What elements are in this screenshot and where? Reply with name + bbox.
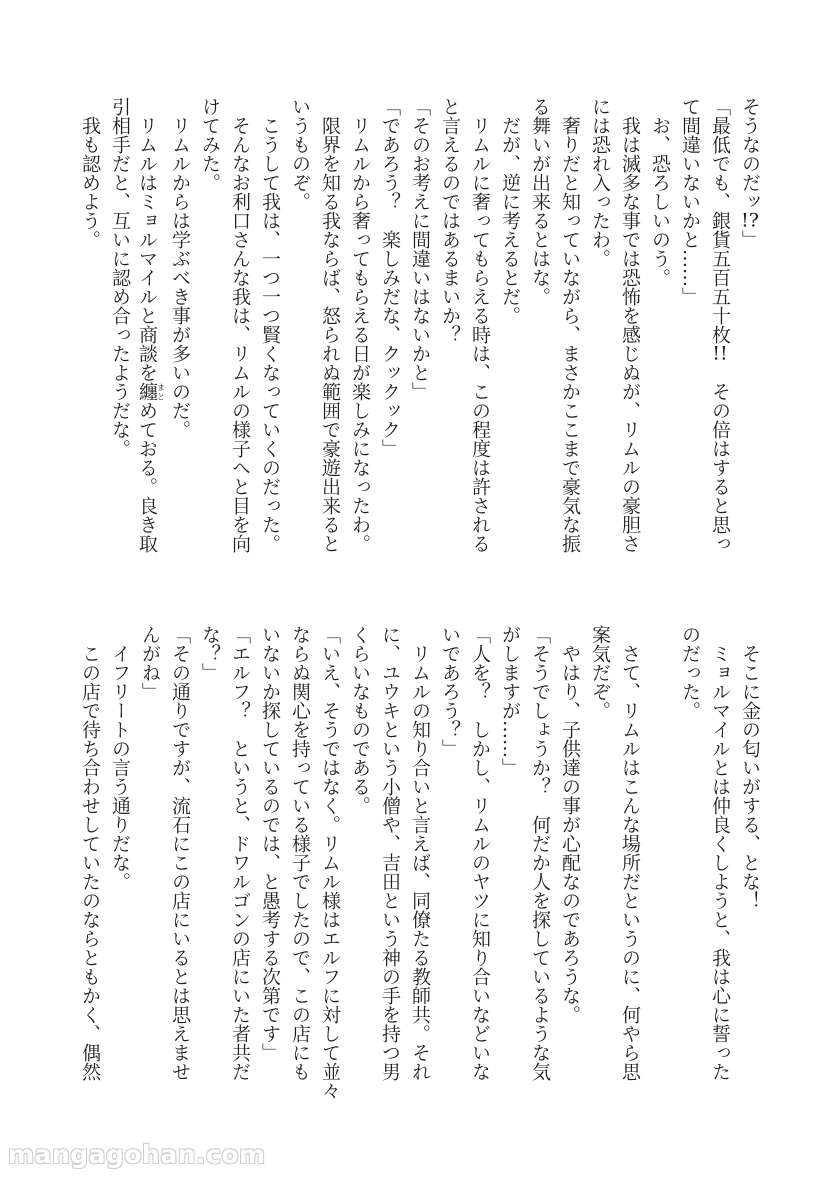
text-column: けてみた。: [199, 97, 221, 192]
text-column: 「エルフ？ というと、ドワルゴンの店にいた者共だ: [229, 625, 251, 1081]
text-column-with-ruby: [135, 97, 165, 567]
text-column: 案気だぞ。: [589, 625, 611, 720]
text-column: 「であろう？ 楽しみだな、クックック」: [379, 97, 401, 458]
text-column: そんなお利口さんな我は、リムルの様子へと目を向: [229, 116, 251, 553]
top-text-block: [75, 97, 765, 567]
ruby-base: 纏: [136, 382, 158, 401]
text-column: 引相手だと、互いに認め合ったようだな。: [109, 97, 131, 458]
text-segment: リムルはミョルマイルと商談を: [136, 116, 158, 382]
text-column: に、ユウキという小僧や、吉田という神の手を持つ男: [379, 625, 401, 1081]
text-column: いうものぞ。: [289, 97, 311, 211]
text-column: 「そのお考えに間違いはないかと」: [409, 97, 431, 401]
text-column: る舞いが出来るとはな。: [529, 97, 551, 306]
text-column: そうなのだッ!?」: [739, 97, 761, 249]
bottom-text-block: [75, 625, 765, 1100]
text-column: んがね」: [139, 625, 161, 701]
text-column: がしますが……」: [499, 625, 521, 777]
text-column: お、恐ろしいのう。: [649, 116, 671, 287]
text-column: そこに金の匂いがする、とな！: [739, 644, 761, 910]
text-column: 限界を知る我ならば、怒られぬ範囲で豪遊出来ると: [319, 116, 341, 553]
watermark: mangagohan.com: [8, 1140, 266, 1169]
text-column: ならぬ関心を持っている様子でしたので、この店にも: [289, 625, 311, 1081]
text-column: 奢りだと知っていながら、まさかここまで豪気な振: [559, 116, 581, 553]
text-column: リムルからは学ぶべき事が多いのだ。: [169, 116, 191, 439]
text-column: リムルに奢ってもらえる時は、この程度は許される: [469, 116, 491, 553]
text-column: ミョルマイルとは仲良くしようと、我は心に誓った: [709, 644, 731, 1081]
text-column: のだった。: [679, 625, 701, 720]
text-column: いないか探しているのでは、と愚考する次第です」: [259, 625, 281, 1062]
text-column: 我は滅多な事では恐怖を感じぬが、リムルの豪胆さ: [619, 116, 641, 553]
text-column: 「最低でも、銀貨五百五十枚!! その倍はすると思っ: [709, 97, 731, 553]
text-column: と言えるのではあるまいか？: [439, 97, 461, 344]
text-column: には恐れ入ったわ。: [589, 97, 611, 268]
furigana: まと: [156, 382, 166, 401]
text-column: さて、リムルはこんな場所だというのに、何やら思: [619, 644, 641, 1081]
text-column: て間違いないかと……」: [679, 97, 701, 306]
tate-chu-yoko: !?: [741, 211, 759, 230]
text-column: この店で待ち合わせしていたのならともかく、偶然: [79, 644, 101, 1081]
text-column: だが、逆に考えるとだ。: [499, 116, 521, 325]
text-column: リムルから奢ってもらえる日が楽しみになったわ。: [349, 116, 371, 553]
text-column: 「いえ、そうではなく。リムル様はエルフに対して並々: [319, 625, 341, 1100]
text-column: な？」: [199, 625, 221, 682]
ruby-annotated-word: [136, 382, 166, 401]
text-segment: めておる。良き取: [136, 401, 158, 553]
text-column: イフリートの言う通りだな。: [109, 644, 131, 891]
text-column: こうして我は、一つ一つ賢くなっていくのだった。: [259, 116, 281, 553]
text-column: 我も認めよう。: [79, 116, 101, 249]
scene-break-blank-line: [645, 625, 675, 1095]
text-column: リムルの知り合いと言えば、同僚たる教師共。それ: [409, 644, 431, 1081]
text-column: 「人を？ しかし、リムルのヤツに知り合いなどいな: [469, 625, 491, 1081]
text-column: やはり、子供達の事が心配なのであろうな。: [559, 644, 581, 1024]
text-column: 「そうでしょうか？ 何だか人を探しているような気: [529, 625, 551, 1081]
text-column: 「その通りですが、流石にこの店にいるとは思えませ: [169, 625, 191, 1081]
text-column: いであろう？」: [439, 625, 461, 758]
text-column: くらいなものである。: [349, 625, 371, 815]
tate-chu-yoko: !!: [712, 344, 728, 363]
